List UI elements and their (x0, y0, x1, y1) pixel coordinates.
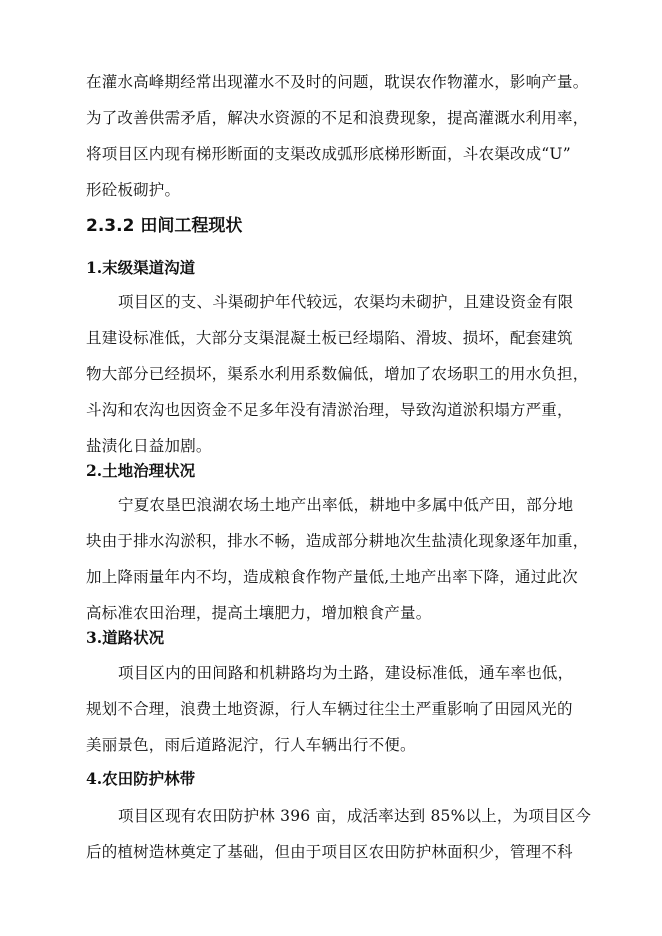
section-heading: 2.3.2 田间工程现状 (86, 216, 243, 236)
subsection-title-3: 3.道路状况 (86, 628, 165, 647)
text-line: 高标准农田治理，提高土壤肥力，增加粮食产量。 (86, 604, 432, 622)
intro-paragraph (86, 64, 589, 208)
text-line: 物大部分已经损坏，渠系水利用系数偏低，增加了农场职工的用水负担， (86, 365, 589, 383)
subsection-title-4: 4.农田防护林带 (86, 769, 196, 788)
text-line: 且建设标准低，大部分支渠混凝土板已经塌陷、滑坡、损坏，配套建筑 (86, 329, 573, 347)
text-line: 形砼板砌护。 (86, 181, 181, 199)
subsection-title-2: 2.土地治理状况 (86, 461, 196, 480)
text-line: 为了改善供需矛盾，解决水资源的不足和浪费现象，提高灌溉水利用率， (86, 109, 589, 127)
text-line: 块由于排水沟淤积，排水不畅，造成部分耕地次生盐渍化现象逐年加重， (86, 532, 589, 550)
text-line: 在灌水高峰期经常出现灌水不及时的问题，耽误农作物灌水，影响产量。 (86, 73, 589, 91)
subsection-1-paragraph (86, 284, 589, 464)
text-line: 盐渍化日益加剧。 (86, 437, 212, 455)
text-line: 规划不合理，浪费土地资源，行人车辆过往尘土严重影响了田园风光的 (86, 700, 573, 718)
text-line: 斗沟和农沟也因资金不足多年没有清淤治理，导致沟道淤积塌方严重， (86, 401, 573, 419)
text-line: 加上降雨量年内不均，造成粮食作物产量低,土地产出率下降，通过此次 (86, 568, 578, 586)
subsection-title-1: 1.末级渠道沟道 (86, 258, 196, 277)
text-line: 项目区内的田间路和机耕路均为土路，建设标准低，通车率也低， (118, 664, 574, 682)
text-line: 项目区现有农田防护林 396 亩，成活率达到 85%以上，为项目区今 (118, 807, 592, 825)
text-line: 将项目区内现有梯形断面的支渠改成弧形底梯形断面，斗农渠改成“U” (86, 145, 571, 163)
text-line: 后的植树造林奠定了基础，但由于项目区农田防护林面积少，管理不科 (86, 843, 573, 861)
subsection-3-paragraph (86, 655, 576, 763)
subsection-4-paragraph (86, 798, 592, 870)
text-line: 宁夏农垦巴浪湖农场土地产出率低，耕地中多属中低产田，部分地 (118, 496, 574, 514)
text-line: 美丽景色，雨后道路泥泞，行人车辆出行不便。 (86, 736, 416, 754)
subsection-2-paragraph (86, 487, 589, 631)
text-line: 项目区的支、斗渠砌护年代较远，农渠均未砌护，且建设资金有限 (118, 293, 574, 311)
